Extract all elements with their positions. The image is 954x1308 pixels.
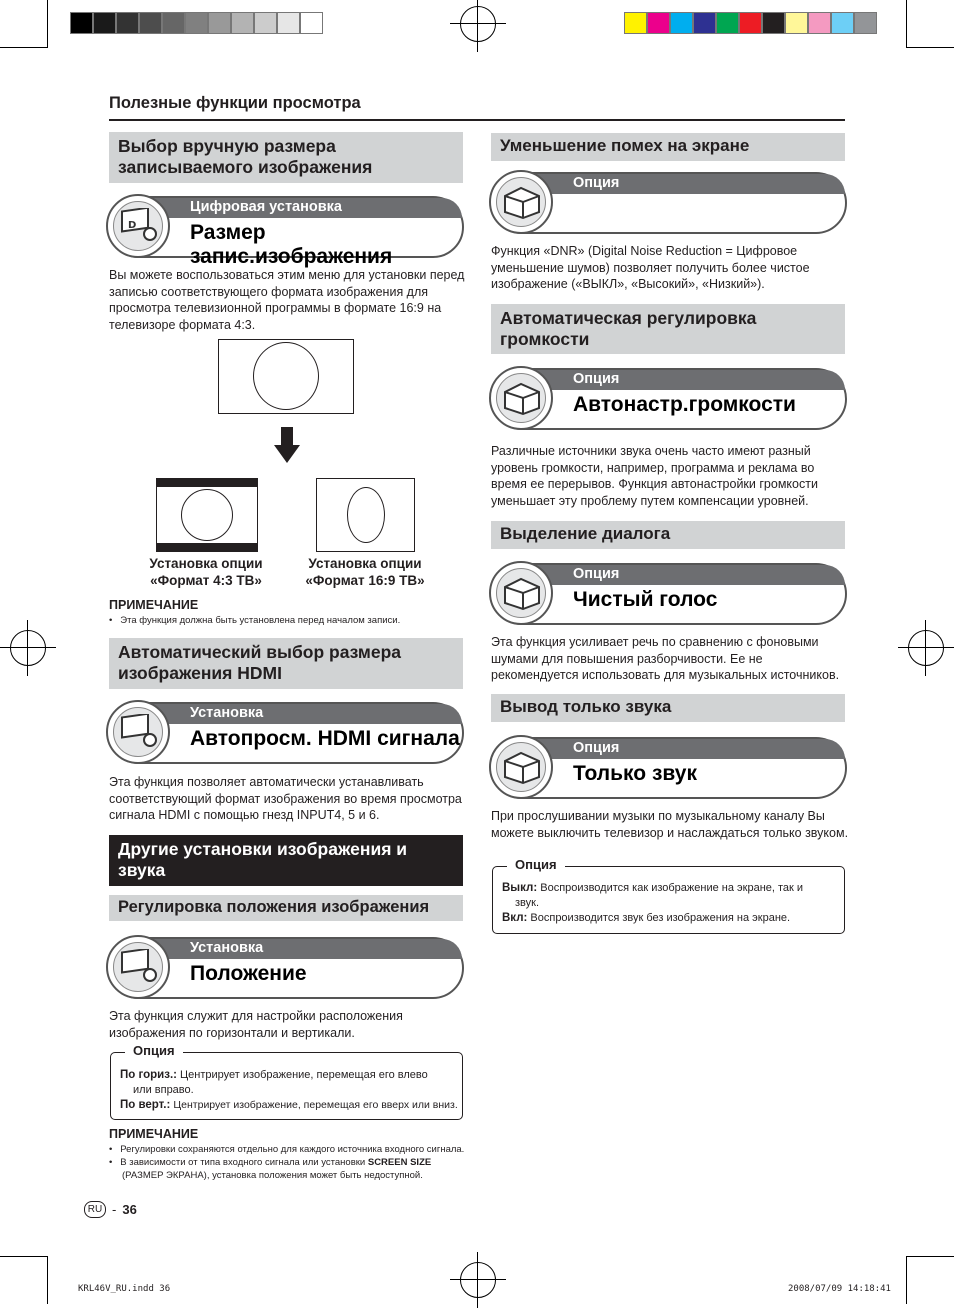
- gray-swatch: [162, 12, 185, 34]
- setup-icon: [106, 700, 170, 764]
- paragraph-audio-only: При прослушивании музыки по музыкальному каналу Вы можете выключить телевизор и наслаждаться только звуком.: [491, 809, 849, 840]
- color-swatch: [647, 12, 670, 34]
- note-heading: ПРИМЕЧАНИЕ: [109, 598, 199, 612]
- banner-category: Установка: [190, 940, 264, 956]
- banner-title: Только звук: [573, 762, 697, 785]
- crop-mark: [906, 0, 907, 48]
- language-badge: RU: [84, 1201, 106, 1218]
- paragraph-dnr: Функция «DNR» (Digital Noise Reduction = Цифровое уменьшение шумов) позволяет получить более чистое изображение («ВЫКЛ», «Высокий», «Низкий»).: [491, 244, 810, 291]
- option-value: Воспроизводится как изображение на экране, так и: [540, 882, 804, 894]
- paragraph-hdmi: Эта функция позволяет автоматически устанавливать соответствующий формат изображения во время просмотра сигнала HDMI с помощью гнезд INPUT4, 5 и 6.: [109, 775, 462, 822]
- menu-banner-clear-voice: [491, 563, 847, 625]
- note-term: SCREEN SIZE: [367, 1157, 432, 1168]
- paragraph-auto-volume: Различные источники звука очень часто имеют разный уровень громкости, например, программа и реклама во время ее перерывов. Функция автонастройки громкости уменьшает эту проблему путем компенсации уровней.: [491, 444, 818, 508]
- banner-category: Цифровая установка: [190, 199, 342, 215]
- arrow-down-icon: [274, 427, 300, 468]
- note-item: • Регулировки сохраняются отдельно для каждого источника входного сигнала.: [109, 1144, 465, 1155]
- color-swatch: [831, 12, 854, 34]
- color-swatch: [693, 12, 716, 34]
- option-key: По гориз.:: [120, 1069, 177, 1081]
- section-title-dialog: Выделение диалога: [491, 521, 845, 549]
- option-value: Центрирует изображение, перемещая его влево: [180, 1069, 428, 1081]
- page-number: [84, 1201, 137, 1218]
- option-key: По верт.:: [120, 1099, 171, 1111]
- option-icon: [489, 735, 553, 799]
- color-swatch: [624, 12, 647, 34]
- gray-swatch: [300, 12, 323, 34]
- note-text: Регулировки сохраняются отдельно для каждого источника входного сигнала.: [120, 1144, 465, 1155]
- setup-icon: [106, 935, 170, 999]
- menu-banner-record-size: [108, 196, 464, 268]
- figure-wide-source: [218, 339, 354, 414]
- note-item-cont: (РАЗМЕР ЭКРАНА), установка положения может быть недоступной.: [122, 1170, 423, 1181]
- color-swatch: [808, 12, 831, 34]
- banner-title: Чистый голос: [573, 588, 718, 611]
- banner-title: Автонастр.громкости: [573, 393, 796, 416]
- color-swatch: [785, 12, 808, 34]
- color-swatch: [854, 12, 877, 34]
- option-off: [502, 881, 803, 896]
- grayscale-color-bar: [70, 12, 323, 36]
- figure-squeeze-16-9: [316, 478, 415, 552]
- gray-swatch: [231, 12, 254, 34]
- option-box-label: Опция: [507, 857, 565, 872]
- crop-mark: [906, 47, 954, 48]
- crop-mark: [47, 1256, 48, 1304]
- caption-4-3: Установка опции «Формат 4:3 ТВ»: [149, 556, 263, 588]
- gray-swatch: [139, 12, 162, 34]
- registration-target: [460, 1262, 496, 1298]
- registration-target: [10, 630, 46, 666]
- note-text: Эта функция должна быть установлена перед началом записи.: [120, 615, 401, 626]
- note-text: В зависимости от типа входного сигнала или установки: [120, 1157, 366, 1168]
- option-on: [502, 911, 790, 926]
- banner-title: Размер запис.изображения: [190, 221, 393, 268]
- gray-swatch: [70, 12, 93, 34]
- crop-mark: [0, 1256, 48, 1257]
- option-key: Выкл:: [502, 882, 538, 894]
- gray-swatch: [208, 12, 231, 34]
- banner-category: Опция: [573, 566, 620, 582]
- paragraph-record-size: Вы можете воспользоваться этим меню для установки перед записью соответствующего формата изображения для просмотра телевизионной программы в формате 16:9 на телевизоре формата 4:3.: [109, 268, 465, 332]
- option-value: Воспроизводится звук без изображения на экране.: [530, 912, 791, 924]
- option-icon: [489, 366, 553, 430]
- gray-swatch: [185, 12, 208, 34]
- menu-banner-position: [108, 937, 464, 999]
- section-title-manual-record-size: Выбор вручную размера записываемого изображения: [109, 132, 463, 183]
- option-box-position: [110, 1043, 463, 1120]
- section-title-auto-volume: Автоматическая регулировка громкости: [491, 304, 845, 354]
- registration-target: [460, 6, 496, 42]
- crop-mark: [906, 1256, 954, 1257]
- crop-mark: [0, 47, 48, 48]
- gray-swatch: [116, 12, 139, 34]
- banner-category: Опция: [573, 175, 620, 191]
- crop-mark: [47, 0, 48, 48]
- subsection-position: Регулировка положения изображения: [109, 895, 463, 921]
- header-rule: [109, 119, 845, 121]
- slug-filename: KRL46V_RU.indd 36: [78, 1284, 171, 1294]
- color-swatch: [716, 12, 739, 34]
- section-title-noise-reduction: Уменьшение помех на экране: [491, 133, 845, 161]
- note-item: • Эта функция должна быть установлена перед началом записи.: [109, 615, 401, 626]
- menu-banner-auto-volume: [491, 368, 847, 430]
- digital-setup-icon: [106, 194, 170, 258]
- gray-swatch: [254, 12, 277, 34]
- option-box-audio-only: [492, 857, 845, 934]
- option-icon: [489, 170, 553, 234]
- option-horizontal-cont: или вправо.: [133, 1084, 194, 1096]
- option-vertical: [120, 1098, 458, 1113]
- gray-swatch: [93, 12, 116, 34]
- menu-banner-hdmi: [108, 702, 464, 764]
- page-number-value: 36: [122, 1202, 137, 1217]
- option-icon: [489, 561, 553, 625]
- note-item: • В зависимости от типа входного сигнала или установки SCREEN SIZE: [109, 1157, 432, 1168]
- section-title-other-settings: Другие установки изображения и звука: [109, 835, 463, 886]
- option-box-label: Опция: [125, 1043, 183, 1058]
- crop-mark: [906, 1256, 907, 1304]
- menu-banner-audio-only: [491, 737, 847, 799]
- menu-banner-dnr: [491, 172, 847, 234]
- section-title-hdmi-auto: Автоматический выбор размера изображения HDMI: [109, 638, 463, 689]
- option-key: Вкл:: [502, 912, 528, 924]
- paragraph-clear-voice: Эта функция усиливает речь по сравнению с фоновыми шумами для повышения разборчивости. Ее не рекомендуется использовать для музыкальных источников.: [491, 635, 840, 682]
- banner-category: Установка: [190, 705, 264, 721]
- banner-category: Опция: [573, 740, 620, 756]
- color-swatch: [670, 12, 693, 34]
- page-separator: -: [112, 1202, 117, 1217]
- paragraph-position: Эта функция служит для настройки расположения изображения по горизонтали и вертикали.: [109, 1009, 403, 1040]
- registration-target: [908, 630, 944, 666]
- figure-letterbox-4-3: [156, 478, 258, 552]
- slug-timestamp: 2008/07/09 14:18:41: [788, 1284, 891, 1294]
- option-value: Центрирует изображение, перемещая его вверх или вниз.: [173, 1099, 458, 1111]
- banner-category: Опция: [573, 371, 620, 387]
- process-color-bar: [624, 12, 877, 36]
- option-horizontal: [120, 1068, 428, 1083]
- gray-swatch: [277, 12, 300, 34]
- color-swatch: [739, 12, 762, 34]
- caption-16-9: Установка опции «Формат 16:9 ТВ»: [305, 556, 425, 588]
- svg-text:D: D: [128, 220, 137, 231]
- section-title-audio-only: Вывод только звука: [491, 694, 845, 722]
- running-head: Полезные функции просмотра: [109, 94, 361, 112]
- color-swatch: [762, 12, 785, 34]
- option-off-cont: звук.: [515, 897, 540, 909]
- note-heading: ПРИМЕЧАНИЕ: [109, 1127, 199, 1141]
- banner-title: Автопросм. HDMI сигнала: [190, 727, 460, 750]
- banner-title: Положение: [190, 962, 307, 985]
